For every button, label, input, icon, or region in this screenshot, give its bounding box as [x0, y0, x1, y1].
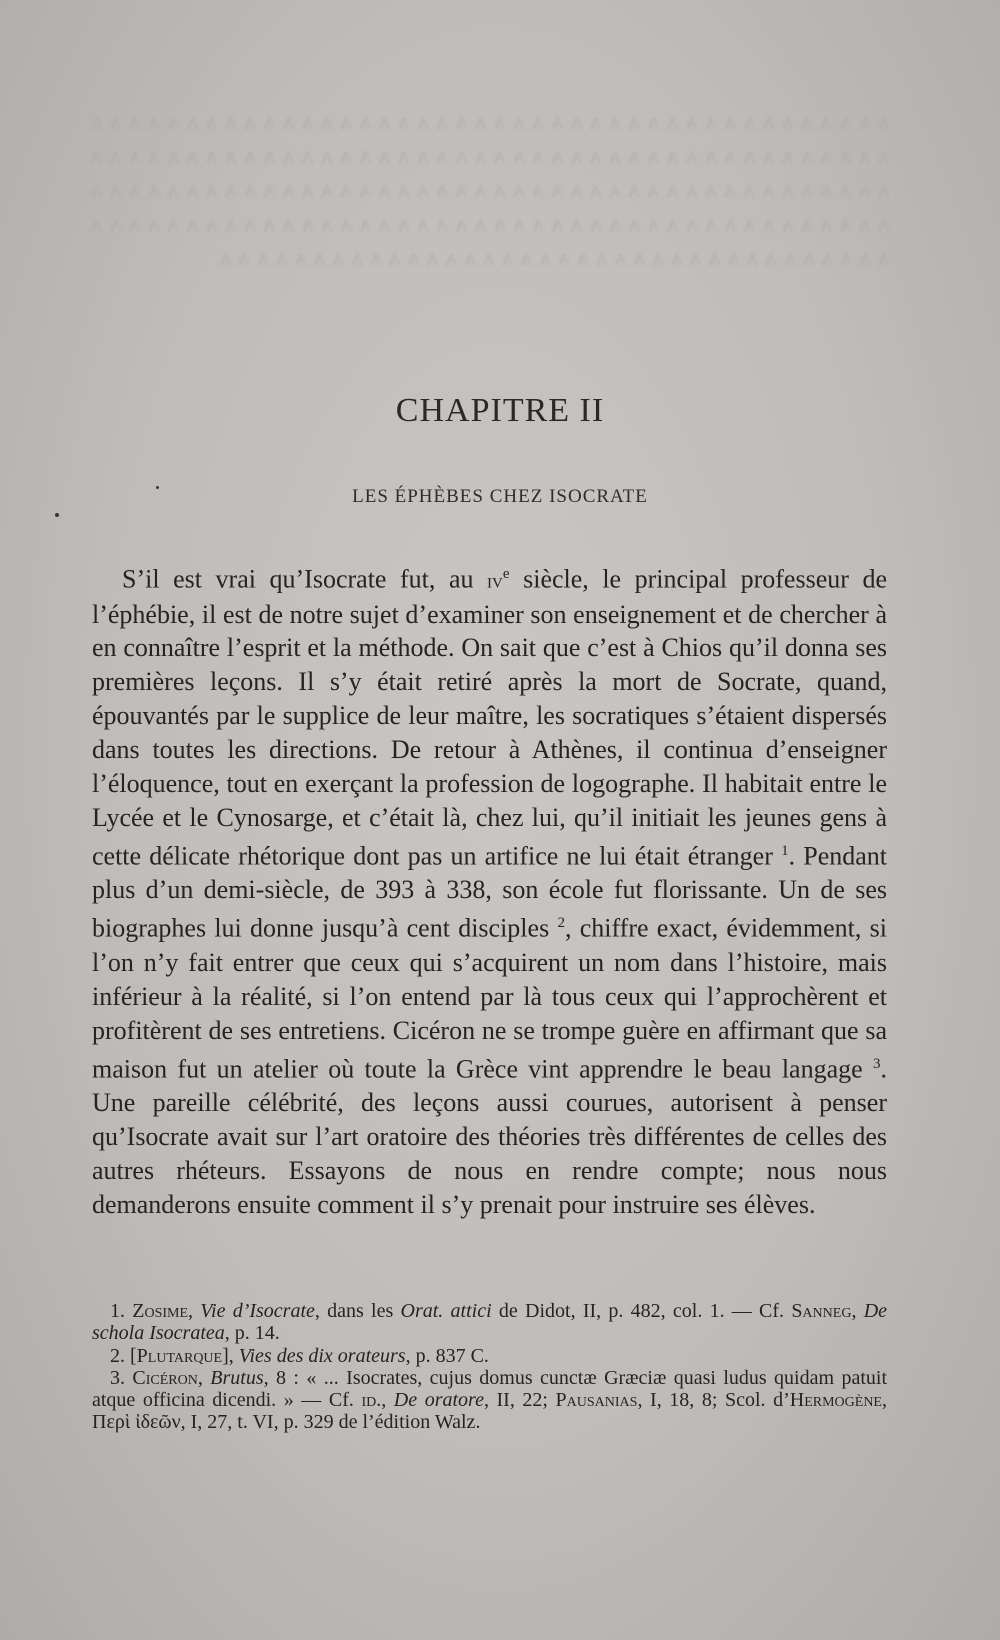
body-text-run: S’il est vrai qu’Isocrate fut, au: [122, 564, 488, 594]
bleed-through-text: ᴀ ᴀ ᴀ ᴀ ᴀ ᴀ ᴀ ᴀ ᴀ ᴀ ᴀ ᴀ ᴀ ᴀ ᴀ ᴀ ᴀ ᴀ ᴀ ᴀ ᴀ ᴀ ᴀ ᴀ ᴀ ᴀ ᴀ ᴀ ᴀ ᴀ ᴀ ᴀ ᴀ ᴀ ᴀ ᴀ ᴀ ᴀ ᴀ ᴀ ᴀ ᴀ ᴀ ᴀ ᴀ ᴀ ᴀ ᴀ ᴀ ᴀ ᴀ ᴀ ᴀ ᴀ ᴀ ᴀ ᴀ ᴀ ᴀ ᴀ ᴀ ᴀ ᴀ ᴀ ᴀ ᴀ ᴀ ᴀ ᴀ ᴀ ᴀ ᴀ ᴀ ᴀ ᴀ ᴀ ᴀ ᴀ ᴀ ᴀ ᴀ ᴀ ᴀ ᴀ ᴀ ᴀ ᴀ ᴀ ᴀ ᴀ ᴀ ᴀ ᴀ ᴀ ᴀ ᴀ ᴀ ᴀ ᴀ ᴀ ᴀ ᴀ ᴀ ᴀ ᴀ ᴀ ᴀ ᴀ ᴀ ᴀ ᴀ ᴀ ᴀ ᴀ ᴀ ᴀ ᴀ ᴀ ᴀ ᴀ ᴀ ᴀ ᴀ ᴀ ᴀ ᴀ ᴀ ᴀ ᴀ ᴀ ᴀ ᴀ ᴀ ᴀ ᴀ ᴀ ᴀ ᴀ ᴀ ᴀ ᴀ ᴀ ᴀ ᴀ ᴀ ᴀ ᴀ ᴀ ᴀ ᴀ ᴀ ᴀ ᴀ ᴀ ᴀ ᴀ ᴀ ᴀ ᴀ ᴀ ᴀ ᴀ ᴀ ᴀ ᴀ ᴀ ᴀ ᴀ ᴀ ᴀ ᴀ ᴀ ᴀ ᴀ ᴀ ᴀ ᴀ ᴀ ᴀ ᴀ ᴀ ᴀ ᴀ ᴀ ᴀ ᴀ ᴀ ᴀ ᴀ ᴀ ᴀ ᴀ ᴀ ᴀ ᴀ ᴀ ᴀ ᴀ ᴀ ᴀ ᴀ ᴀ ᴀ ᴀ: [90, 108, 890, 271]
footnote-text: ,: [188, 1300, 201, 1322]
footnote-author: Hermogène: [789, 1389, 882, 1412]
footnote-author: Pausanias: [555, 1389, 638, 1412]
footnote-author: Cicéron: [132, 1366, 198, 1389]
footnote-text: ,: [381, 1389, 394, 1412]
footnote-author: Zosime: [132, 1300, 189, 1322]
footnote-title: De schola Isocratea: [92, 1300, 888, 1345]
footnote-text: ,: [197, 1366, 211, 1389]
footnote-ref-3[interactable]: 3: [873, 1055, 881, 1072]
century-superscript: e: [502, 566, 510, 582]
footnote-ref-2[interactable]: 2: [557, 915, 565, 932]
footnote-1: [92, 1300, 887, 1345]
footnote-title: Orat. attici: [400, 1300, 492, 1322]
paper-speck: [55, 513, 59, 517]
footnotes: [92, 1300, 887, 1434]
footnote-author: [Plutarque]: [130, 1344, 229, 1367]
footnote-text: , II, 22;: [483, 1389, 556, 1412]
footnote-ibid: id.: [361, 1389, 382, 1412]
footnote-title: Brutus: [210, 1366, 264, 1389]
footnote-ref-1[interactable]: 1: [781, 842, 789, 859]
footnote-text: ,: [851, 1300, 864, 1322]
footnote-2: [92, 1345, 887, 1367]
footnote-text: , p. 837 C.: [405, 1344, 489, 1367]
body-paragraph: [92, 558, 887, 1222]
footnote-text: , p. 14.: [224, 1322, 280, 1345]
chapter-title: CHAPITRE II: [395, 392, 605, 429]
footnote-text: de Didot, II, p. 482, col. 1. — Cf.: [491, 1300, 792, 1322]
footnote-text: , 8 : « ... Isocrates, cujus domus cunctæ Græciæ quasi ludus quidam patuit atque officina dicendi. » — Cf.: [92, 1366, 887, 1412]
century-numeral: iv: [487, 567, 503, 593]
footnote-number: 2.: [110, 1344, 125, 1367]
footnote-title: Vie d’Isocrate: [200, 1300, 315, 1322]
body-text-run: . Une pareille célébrité, des leçons aussi courues, autorisent à penser qu’Isocrate avait sur l’art oratoire des théories très différentes de celles des autres rhéteurs. Essayons de nous en rendre compte; nous nous demanderons ensuite comment il s’y prenait pour instruire ses élèves.: [92, 1054, 887, 1219]
footnote-title: De oratore: [393, 1389, 484, 1412]
chapter-subtitle: LES ÉPHÈBES CHEZ ISOCRATE: [352, 486, 648, 507]
footnote-3: [92, 1367, 887, 1434]
footnote-text: ,: [228, 1344, 239, 1367]
footnote-text: , I, 18, 8; Scol. d’: [637, 1389, 790, 1412]
body-text-run: , chiffre exact, évidemment, si l’on n’y fait entrer que ceux qui s’acquirent un nom dans l’histoire, mais inférieur à la réalité, si l’on entend par là tous ceux qui l’approchèrent et profitèrent de ses entretiens. Cicéron ne se trompe guère en affirmant que sa maison fut un atelier où toute la Grèce vint apprendre le beau langage: [92, 914, 887, 1084]
footnote-title: Vies des dix orateurs: [238, 1344, 406, 1367]
footnote-text: , Περὶ ἰδεῶν, I, 27, t. VI, p. 329 de l’édition Walz.: [92, 1389, 887, 1434]
body-text-run: siècle, le principal professeur de l’éphébie, il est de notre sujet d’examiner son enseignement et de chercher à en connaître l’esprit et la méthode. On sait que c’est à Chios qu’il donna ses premières leçons. Il s’y était retiré après la mort de Socrate, quand, épouvantés par le supplice de leur maître, les socratiques s’étaient dispersés dans toutes les directions. De retour à Athènes, il continua d’enseigner l’éloquence, tout en exerçant la profession de logographe. Il habitait entre le Lycée et le Cynosarge, et c’était là, chez lui, qu’il initiait les jeunes gens à cette délicate rhétorique dont pas un artifice ne lui était étranger: [92, 564, 887, 871]
footnote-number: 3.: [110, 1366, 125, 1389]
body-text-run: . Pendant plus d’un demi-siècle, de 393 à 338, son école fut florissante. Un de ses biographes lui donne jusqu’à cent disciples: [92, 841, 888, 944]
footnote-number: 1.: [110, 1300, 125, 1322]
footnote-author: Sanneg: [791, 1300, 852, 1322]
footnote-text: , dans les: [314, 1300, 401, 1322]
